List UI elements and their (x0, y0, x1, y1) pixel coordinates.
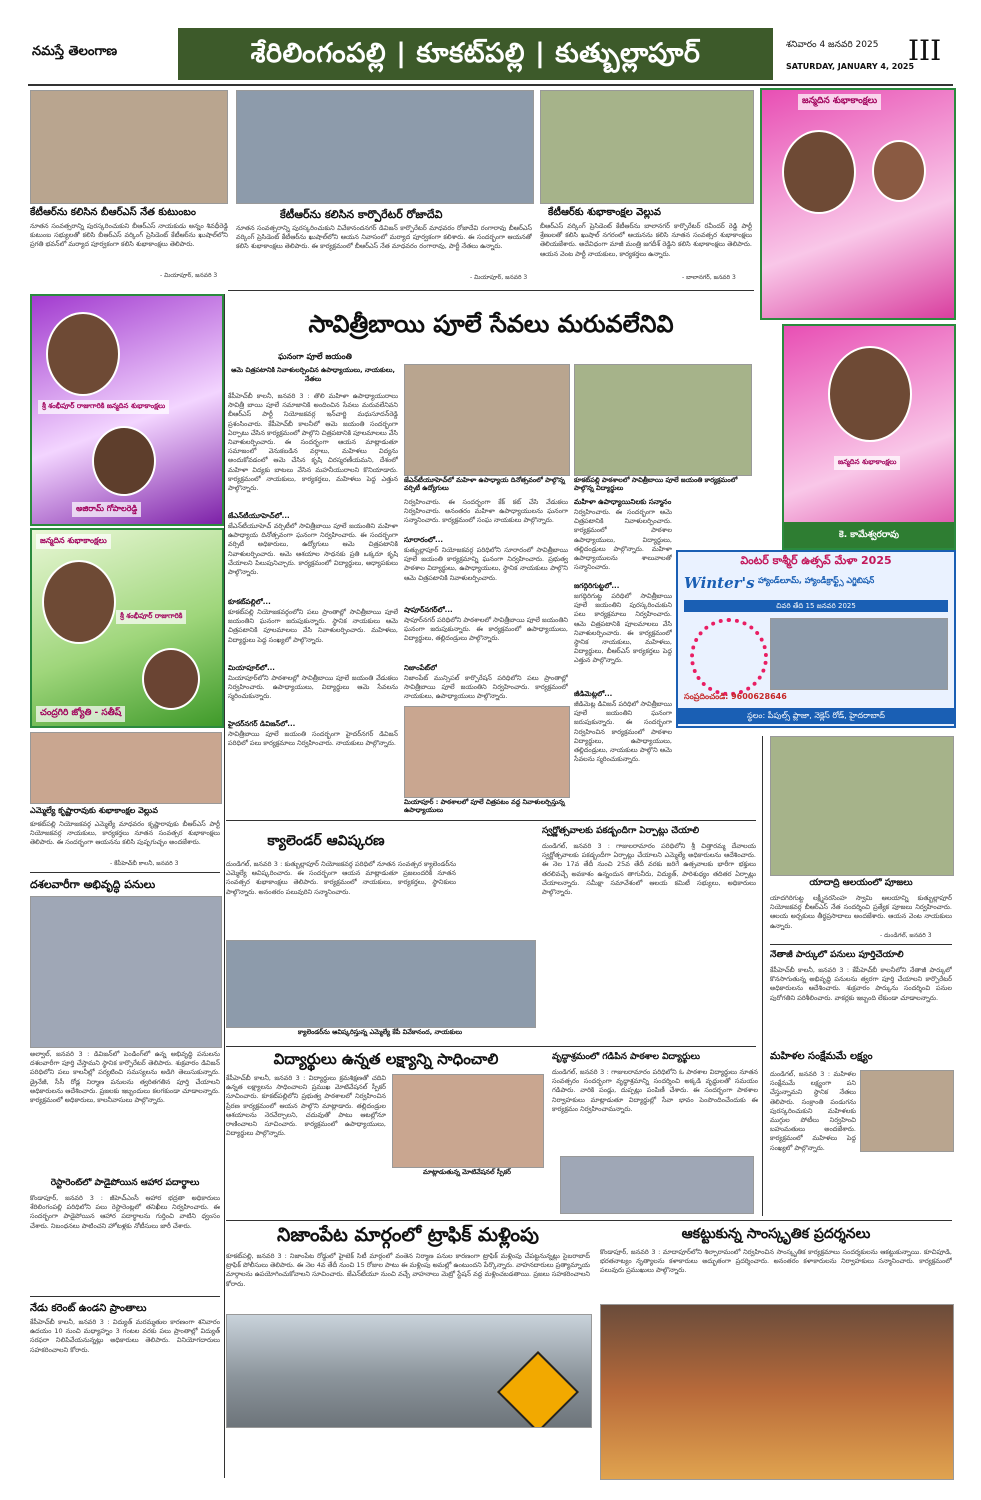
story-yadadri-headline: యాదాద్రి ఆలయంలో పూజలు (809, 878, 913, 888)
main-section-miyapur: మియాపూర్‌లో... (228, 664, 275, 672)
story-mla-body: కూకట్‌పల్లి నియోజకవర్గ ఎమ్మెల్యే మాధవరం కృష్ణారావుకు బీఆర్‌ఎస్ పార్టీ నియోజకవర్గ నాయకులు, కార్యకర్తలు నూతన సంవత్సర శుభాకాంక్షలు తెలిపారు. ఈ సందర్భంగా ఆయనను కలిసి పుష్పగుచ్ఛం అందజేశారు. (30, 820, 220, 847)
photo-ktr-wishes (540, 90, 754, 204)
main-story-body-11: జగద్గిరిగుట్ట పరిధిలో సావిత్రీబాయి పూలే జయంతిని పురస్కరించుకుని పలు కార్యక్రమాలు నిర్వహించారు. ఆమె చిత్రపటానికి పూలమాలలు వేసి నివాళులర్పించారు. ఈ కార్యక్రమంలో స్థానిక నాయకులు, మహిళలు, విద్యార్థులు, బీఆర్‌ఎస్ కార్యకర్తలు పెద్ద ఎత్తున పాల్గొన్నారు. (574, 592, 672, 665)
caption-students: మాట్లాడుతున్న మోటివేషనల్ స్పీకర్ (422, 1168, 512, 1176)
main-section-kukatpally: కూకట్‌పల్లిలో... (228, 598, 271, 606)
story-traffic-body-2 (226, 1430, 590, 1478)
ad2-portrait (46, 312, 120, 396)
ad5-photos (770, 618, 948, 690)
story-dev-headline: దశలవారీగా అభివృద్ధి పనులు (30, 878, 156, 891)
page-number: III (908, 34, 942, 67)
main-story-body-4: మియాపూర్‌లోని పాఠశాలల్లో సావిత్రీబాయి పూలే జయంతి వేడుకలు నిర్వహించారు. ఉపాధ్యాయులు, విద్యార్థులు ఆమె సేవలను స్మరించుకున్నారు. (228, 674, 398, 701)
story-food-body: కొండాపూర్, జనవరి 3 : జీహెచ్‌ఎంసీ ఆహార భద్రతా అధికారులు శేరిలింగంపల్లి పరిధిలోని పలు రెస్టారెంట్లలో తనిఖీలు నిర్వహించారు. ఈ సందర్భంగా పాడైపోయిన ఆహార పదార్థాలను గుర్తించి వాటిని ధ్వంసం చేశారు. నిబంధనలు పాటించని హోటళ్లకు నోటీసులు జారీ చేశారు. (30, 1194, 220, 1230)
story-yadadri-dateline: - దుండిగల్, జనవరి 3 (880, 932, 932, 939)
caption-miyapur: మియాపూర్ : పాఠశాలలో పూలే చిత్రపటం వద్ద నివాళులర్పిస్తున్న ఉపాధ్యాయులు (404, 798, 565, 814)
story-rojadevi-headline: కేటీఆర్‌ను కలిసిన కార్పొరేటర్ రోజాదేవి (280, 208, 443, 221)
ad5-contact: సంప్రదించండి: 9600628646 (684, 692, 787, 701)
birthday-ad-right-1 (782, 324, 956, 550)
photo-mla-wishes (30, 732, 222, 804)
story-mla-dateline: - కేపీహెచ్‌బీ కాలనీ, జనవరి 3 (110, 860, 179, 867)
birthday-ad-top-right (760, 88, 956, 320)
photo-ktr-family (30, 90, 228, 204)
main-story-body-2: జేఎన్‌టీయూహెచ్‌ వర్సిటీలో సావిత్రీబాయి పూలే జయంతిని మహిళా ఉపాధ్యాయ దినోత్సవంగా ఘనంగా నిర్వహించారు. ఈ సందర్భంగా వర్సిటీ అధికారులు, ఉద్యోగులు ఆమె చిత్రపటానికి నివాళులర్పించారు. ఆమె ఆశయాల సాధనకు ప్రతి ఒక్కరూ కృషి చేయాలని పిలుపునిచ్చారు. కార్యక్రమంలో విద్యార్థులు, అధ్యాపకులు పాల్గొన్నారు. (228, 522, 398, 577)
main-section-shapur: షాపూర్‌నగర్‌లో... (404, 606, 453, 614)
ad2-sender: అజిరామ్ గోపాలరెడ్డి (72, 502, 141, 517)
main-story-body-1: కేపీహెచ్‌బీ కాలనీ, జనవరి 3 : తొలి మహిళా ఉపాధ్యాయురాలు సావిత్రీ బాయి పూలే సమాజానికి అందించిన సేవలు మరువలేనివని బీఆర్‌ఎస్ పార్టీ నియోజకవర్గ ఇన్‌చార్జి మధుసూదన్‌రెడ్డి ప్రశంసించారు. కేపీహెచ్‌బీ కాలనీలో ఆమె జయంతి సందర్భంగా ఏర్పాటు చేసిన కార్యక్రమంలో పాల్గొని చిత్రపటానికి పూలమాలలు వేసి నివాళులర్పించారు. ఈ సందర్భంగా ఆయన మాట్లాడుతూ సమాజంలో వెనుకబడిన వర్గాలు, మహిళలు విద్యను అందుకోవడంలో ఆమె చేసిన కృషి చిరస్మరణీయమని, దేశంలో మహిళా విద్యకు బాటలు వేసిన మహనీయురాలని కొనియాడారు. కార్యక్రమంలో నాయకులు, కార్యకర్తలు, మహిళలు పెద్ద ఎత్తున పాల్గొన్నారు. (228, 392, 398, 493)
story-oldage-body: దుండిగల్, జనవరి 3 : గాజులరామారం పరిధిలోని ఓ పాఠశాల విద్యార్థులు నూతన సంవత్సరం సందర్భంగా వృద్ధాశ్రమాన్ని సందర్శించి అక్కడి వృద్ధులతో సమయం గడిపారు. వారికి పండ్లు, దుప్పట్లు పంపిణీ చేశారు. ఈ సందర్భంగా పాఠశాల నిర్వాహకులు మాట్లాడుతూ విద్యార్థుల్లో సేవా భావం పెంపొందించేందుకు ఈ కార్యక్రమం నిర్వహించామన్నారు. (552, 1068, 758, 1113)
caption-jntu: జేఎన్‌టీయూహెచ్‌లో మహిళా ఉపాధ్యాయ దినోత్సవంలో పాల్గొన్న వర్సిటీ ఉద్యోగులు (404, 476, 565, 492)
ad4-portrait (42, 560, 116, 644)
ad1-header: జన్మదిన శుభాకాంక్షలు (798, 94, 881, 110)
ad4-header: జన్మదిన శుభాకాంక్షలు (36, 534, 111, 549)
ad4-name: శ్రీ శంభీపూర్ రాజుగారికి (116, 610, 186, 624)
story-ktr-wishes-dateline: - బాలానగర్, జనవరి 3 (682, 274, 736, 281)
photo-ktr-rojadevi (236, 90, 534, 204)
main-story-body-7: కుత్బుల్లాపూర్ నియోజకవర్గ పరిధిలోని సూరారంలో సావిత్రీబాయి పూలే జయంతి కార్యక్రమాన్ని ఘనంగా నిర్వహించారు. ప్రభుత్వ పాఠశాల విద్యార్థులు, ఉపాధ్యాయులు, స్థానిక నాయకులు పాల్గొని ఆమె చిత్రపటానికి నివాళులర్పించారు. (404, 546, 568, 582)
ad1-portrait (782, 130, 856, 214)
birthday-ad-left-1 (30, 294, 224, 526)
ad4-portrait-2 (142, 648, 200, 710)
ad5-subtitle: హ్యాండ్‌లూమ్, హ్యాండీక్రాఫ్ట్స్ ఎగ్జిబిషన్ (758, 576, 875, 585)
story-ktr-family-dateline: - మియాపూర్, జనవరి 3 (160, 272, 218, 279)
vertical-rule-left (224, 294, 225, 1478)
photo-calendar (226, 940, 536, 1028)
story-calendar-headline: క్యాలెండర్ ఆవిష్కరణ (267, 833, 385, 849)
ad5-dates: చివరి తేది 15 జనవరి 2025 (684, 600, 948, 612)
main-story-body-9: నిజాంపేట్ మున్సిపల్ కార్పొరేషన్ పరిధిలోని పలు ప్రాంతాల్లో సావిత్రీబాయి పూలే జయంతిని నిర్వహించారు. కార్యక్రమంలో నాయకులు, ఉపాధ్యాయులు పాల్గొన్నారు. (404, 674, 568, 701)
story-women-headline: మహిళల సంక్షేమమే లక్ష్యం (770, 1051, 873, 1062)
main-section-nizampet: నిజాంపేట్‌లో (404, 664, 438, 672)
caption-kukatpally: కూకట్‌పల్లి పాఠశాలలో సావిత్రీబాయి పూలే జయంతి కార్యక్రమంలో పాల్గొన్న విద్యార్థులు (574, 476, 738, 492)
ad5-venue: స్థలం: పీపుల్స్ ప్లాజా, నెక్లెస్ రోడ్, హైదరాబాద్ (678, 708, 954, 724)
story-students-headline: విద్యార్థులు ఉన్నత లక్ష్యాన్ని సాధించాలి (273, 1050, 499, 1068)
masthead-rule (28, 84, 953, 86)
story-rojadevi-body: నూతన సంవత్సరాన్ని పురస్కరించుకుని వివేకానందనగర్ డివిజన్ కార్పొరేటర్ మాధవరం రోజాదేవి రంగారావు బీఆర్‌ఎస్ వర్కింగ్ ప్రెసిడెంట్ కేటీఆర్‌ను ఖుషాల్‌లోని ఆయన నివాసంలో మర్యాద పూర్వకంగా కలిశారు. ఈ సందర్భంగా ఆయనతో కలిసి శుభాకాంక్షలు తెలిపారు. ఈ కార్యక్రమంలో బీఆర్‌ఎస్ నేత మాధవరం రంగారావు, పార్టీ నేతలు ఉన్నారు. (236, 224, 532, 251)
story-dev-body: అల్వాల్, జనవరి 3 : డివిజన్‌లో పెండింగ్‌లో ఉన్న అభివృద్ధి పనులను దశలవారీగా పూర్తి చేస్తామని స్థానిక కార్పొరేటర్ తెలిపారు. శుక్రవారం డివిజన్ పరిధిలోని పలు కాలనీల్లో పర్యటించి సమస్యలను అడిగి తెలుసుకున్నారు. డ్రైనేజీ, సీసీ రోడ్ల నిర్మాణ పనులను త్వరితగతిన పూర్తి చేయాలని అధికారులను ఆదేశించారు. ప్రజలకు ఇబ్బందులు కలగకుండా చూడాలన్నారు. కార్యక్రమంలో అధికారులు, కాలనీవాసులు పాల్గొన్నారు. (30, 1050, 220, 1105)
story-traffic-headline: నిజాంపేట మార్గంలో ట్రాఫిక్ మళ్లింపు (277, 1224, 539, 1246)
photo-women (860, 1070, 954, 1152)
main-col3-section-2: జీడిమెట్లలో... (574, 690, 613, 698)
story-rojadevi-dateline: - మియాపూర్, జనవరి 3 (470, 274, 528, 281)
photo-oldage (560, 1156, 754, 1214)
edition-title: శేరిలింగంపల్లి | కూకట్‌పల్లి | కుత్బుల్లాపూర్ (178, 28, 773, 80)
main-bottom-rule (226, 820, 756, 821)
story-women-body: దుండిగల్, జనవరి 3 : మహిళల సంక్షేమమే లక్ష్యంగా పని చేస్తున్నామని స్థానిక నేతలు తెలిపారు. సంక్రాంతి పండుగను పురస్కరించుకుని మహిళలకు ముగ్గుల పోటీలు నిర్వహించి బహుమతులు అందజేశారు. కార్యక్రమంలో మహిళలు పెద్ద సంఖ్యలో పాల్గొన్నారు. (770, 1070, 856, 1152)
ad3-footer-band (784, 522, 954, 548)
ad2-portrait-2 (92, 426, 156, 496)
caption-calendar: క్యాలెండర్‌ను ఆవిష్కరిస్తున్న ఎమ్మెల్యే కేపీ వివేకానంద, నాయకులు (297, 1028, 463, 1036)
row1-rule (228, 290, 754, 291)
main-story-body-3: కూకట్‌పల్లి నియోజకవర్గంలోని పలు ప్రాంతాల్లో సావిత్రీబాయి పూలే జయంతిని ఘనంగా జరుపుకున్నారు. స్థానిక నాయకులు ఆమె చిత్రపటానికి పూలమాలలు వేసి నివాళులర్పించారు. మహిళలు, విద్యార్థులు పెద్ద సంఖ్యలో పాల్గొన్నారు. (228, 608, 398, 644)
story-traffic-body: కూకట్‌పల్లి, జనవరి 3 : నిజాంపేట రోడ్డులో హైటెక్ సిటీ మార్గంలో వంతెన నిర్మాణ పనుల కారణంగా ట్రాఫిక్ మళ్లింపు చేపట్టనున్నట్లు సైబరాబాద్ ట్రాఫిక్ పోలీసులు తెలిపారు. ఈ నెల 4వ తేదీ నుంచి 15 రోజుల పాటు ఈ మళ్లింపు అమల్లో ఉంటుందని పేర్కొన్నారు. వాహనదారులు ప్రత్యామ్నాయ మార్గాలను ఉపయోగించుకోవాలని సూచించారు. జేఎన్‌టీయూ నుంచి వచ్చే వాహనాలు మెట్రో స్టేషన్ వద్ద మళ్లించబడతాయి. ప్రజలు సహకరించాలని కోరారు. (226, 1252, 590, 1288)
ad3-portrait (828, 346, 912, 442)
main-story-body-12: జీడిమెట్ల డివిజన్ పరిధిలో సావిత్రీబాయి పూలే జయంతిని ఘనంగా జరుపుకున్నారు. ఈ సందర్భంగా నిర్వహించిన కార్యక్రమంలో పాఠశాల విద్యార్థులు, ఉపాధ్యాయులు, తల్లిదండ్రులు, నాయకులు పాల్గొని ఆమె సేవలను స్మరించుకున్నారు. (574, 700, 672, 764)
ad3-footer: కె. కామేశ్వరరావు (839, 530, 899, 540)
story-yadadri-body: యాదగిరిగుట్ట లక్ష్మీనరసింహ స్వామి ఆలయాన్ని కుత్బుల్లాపూర్ నియోజకవర్గ బీఆర్‌ఎస్ నేత సందర్శించి ప్రత్యేక పూజలు నిర్వహించారు. ఆలయ అర్చకులు తీర్థప్రసాదాలు అందజేశారు. ఆయన వెంట నాయకులు ఉన్నారు. (770, 894, 952, 930)
story-power-body: కేపీహెచ్‌బీ కాలనీ, జనవరి 3 : విద్యుత్ మరమ్మతుల కారణంగా శనివారం ఉదయం 10 నుంచి మధ్యాహ్నం 3 గంటల వరకు పలు ప్రాంతాల్లో విద్యుత్ సరఫరా నిలిపివేయనున్నట్లు అధికారులు తెలిపారు. వినియోగదారులు సహకరించాలని కోరారు. (30, 1318, 220, 1354)
ad5-title: వింటర్ కాశ్మీర్ ఉత్సవ్ మేళా 2025 (740, 554, 892, 567)
story-park-body: కేపీహెచ్‌బీ కాలనీ, జనవరి 3 : కేపీహెచ్‌బీ కాలనీలోని నేతాజీ పార్కులో కొనసాగుతున్న అభివృద్ధి పనులను త్వరగా పూర్తి చేయాలని కార్పొరేటర్ అధికారులను ఆదేశించారు. శుక్రవారం పార్కును సందర్శించి పనుల పురోగతిని పరిశీలించారు. వాకర్లకు ఇబ్బంది లేకుండా చూడాలన్నారు. (770, 966, 952, 1002)
bottom-section-rule (226, 1220, 952, 1221)
story-oldage-headline: వృద్ధాశ్రమంలో గడిపిన పాఠశాల విద్యార్థులు (552, 1052, 700, 1062)
story-temple-body: దుండిగల్, జనవరి 3 : గాజులరామారం పరిధిలోని శ్రీ చిత్తారమ్మ దేవాలయ స్వర్ణోత్సవాలకు పకడ్బందీగా ఏర్పాట్లు చేయాలని ఎమ్మెల్యే అధికారులను ఆదేశించారు. ఈ నెల 17వ తేదీ నుంచి 25వ తేదీ వరకు జరిగే ఉత్సవాలకు భారీగా భక్తులు తరలివచ్చే అవకాశం ఉన్నందున తాగునీరు, విద్యుత్, పారిశుధ్యం తదితర ఏర్పాట్లు చేయాలన్నారు. సమీక్షా సమావేశంలో ఆలయ కమిటీ సభ్యులు, అధికారులు పాల్గొన్నారు. (542, 842, 756, 897)
story-ktr-wishes-headline: కేటీఆర్‌కు శుభాకాంక్షల వెల్లువ (548, 207, 661, 218)
story-ktr-wishes-body: బీఆర్‌ఎస్ వర్కింగ్ ప్రెసిడెంట్ కేటీఆర్‌ను బాలానగర్ కార్పొరేటర్ రవీందర్ రెడ్డి పార్టీ శ్రేణులతో కలిసి ఖుషాల్ నగరంలో ఆయనను కలిసి నూతన సంవత్సర శుభాకాంక్షలు తెలియజేశారు. అదేవిధంగా మాజీ మంత్రి జగదీశ్ రెడ్డిని కలిసి శుభాకాంక్షలు తెలిపారు. ఆయన వెంట పార్టీ నాయకులు, కార్యకర్తలు ఉన్నారు. (540, 222, 752, 258)
photo-culture (600, 1304, 954, 1480)
vertical-rule-right (762, 736, 763, 1216)
story-culture-body: కొండాపూర్, జనవరి 3 : మాదాపూర్‌లోని శిల్పారామంలో నిర్వహించిన సాంస్కృతిక కార్యక్రమాలు సందర్శకులను ఆకట్టుకున్నాయి. కూచిపూడి, భరతనాట్యం నృత్యాలను కళాకారులు అద్భుతంగా ప్రదర్శించారు. అనంతరం కళాకారులను నిర్వాహకులు సన్మానించారు. కార్యక్రమంలో పలువురు ప్రముఖులు పాల్గొన్నారు. (600, 1248, 952, 1275)
date-english: SATURDAY, JANUARY 4, 2025 (786, 62, 915, 71)
calendar-bottom-rule (226, 1046, 756, 1047)
paper-name: నమస్తే తెలంగాణ (32, 44, 118, 59)
story-ktr-family-body: నూతన సంవత్సరాన్ని పురస్కరించుకుని బీఆర్‌ఎస్ నాయకుడు అన్నం శివధీరెడ్డి కుటుంబ సభ్యులతో కలిసి బీఆర్‌ఎస్ వర్కింగ్ ప్రెసిడెంట్ కేటీఆర్‌ను ఖుషాల్‌లోని ప్రగతి భవన్‌లో మర్యాద పూర్వకంగా కలిసి శుభాకాంక్షలు తెలిపారు. (30, 222, 228, 249)
photo-kukatpally-school (574, 364, 752, 476)
story-food-headline: రెస్టారెంట్‌లో పాడైపోయిన ఆహార పదార్థాలు (50, 1178, 200, 1188)
story-power-headline: నేడు కరెంట్ ఉండని ప్రాంతాలు (30, 1303, 147, 1314)
photo-traffic (226, 1314, 592, 1428)
date-telugu: శనివారం 4 జనవరి 2025 (786, 40, 879, 50)
main-col3-head: మహిళా ఉపాధ్యాయినిలకు సన్మానం (574, 498, 672, 506)
story-calendar-body: దుండిగల్, జనవరి 3 : కుత్బుల్లాపూర్ నియోజకవర్గ పరిధిలో నూతన సంవత్సర క్యాలెండర్‌ను ఎమ్మెల్యే ఆవిష్కరించారు. ఈ సందర్భంగా ఆయన మాట్లాడుతూ ప్రజలందరికీ నూతన సంవత్సర శుభాకాంక్షలు తెలిపారు. కార్యక్రమంలో నాయకులు, కార్యకర్తలు, స్థానికులు పాల్గొన్నారు. అనంతరం పలువురిని సన్మానించారు. (226, 860, 456, 896)
main-section-hyderabad: హైదర్‌నగర్ డివిజన్‌లో... (228, 720, 296, 728)
calendar-headline-box (226, 826, 426, 856)
birthday-ad-left-2 (30, 528, 224, 728)
ad3-header: జన్మదిన శుభాకాంక్షలు (834, 456, 900, 470)
traffic-sign-icon (497, 1351, 579, 1428)
ad2-name: శ్రీ శంభీపూర్ రాజుగారికి జన్మదిన శుభాకాంక్షలు (38, 400, 169, 414)
main-story-body-8: షాపూర్‌నగర్ పరిధిలోని పాఠశాలలో సావిత్రీబాయి పూలే జయంతిని ఘనంగా జరుపుకున్నారు. ఈ కార్యక్రమంలో ఉపాధ్యాయులు, విద్యార్థులు, తల్లిదండ్రులు పాల్గొన్నారు. (404, 616, 568, 643)
story-students-body-2 (392, 1182, 542, 1208)
main-story-subhead-2: ఆమె చిత్రపటానికి నివాళులర్పించిన ఉపాధ్యాయులు, నాయకులు, నేతలు (231, 366, 395, 383)
ad5-logo: Winter's (684, 574, 755, 592)
story-temple-headline: స్వర్ణోత్సవాలకు పకడ్బందీగా ఏర్పాట్లు చేయాలి (542, 826, 700, 836)
story-culture-headline: ఆకట్టుకున్న సాంస్కృతిక ప్రదర్శనలు (681, 1226, 871, 1242)
main-section-jntu: జేఎన్‌టీయూహెచ్‌లో... (228, 512, 290, 520)
main-section-sura: సూరారంలో... (404, 536, 444, 544)
winter-kashmir-ad (676, 550, 956, 728)
main-story-body-6: నిర్వహించారు. ఈ సందర్భంగా కేక్ కట్ చేసి వేడుకలు నిర్వహించారు. అనంతరం మహిళా ఉపాధ్యాయులను ఘనంగా సన్మానించారు. కార్యక్రమంలో సంఘ నాయకులు పాల్గొన్నారు. (404, 498, 568, 525)
photo-yadadri (770, 736, 954, 876)
right-rule-1 (770, 944, 952, 945)
main-col3-section-1: జగద్గిరిగుట్టలో... (574, 582, 620, 590)
photo-jntu-event (404, 364, 570, 476)
ad5-ferris-wheel (690, 618, 768, 696)
main-story-subhead-1: ఘనంగా పూలే జయంతి (278, 352, 352, 361)
left-rule-1 (30, 872, 220, 873)
ad1-portrait-2 (872, 140, 926, 202)
photo-dev-works (30, 896, 222, 1048)
main-story-body-5: సావిత్రీబాయి పూలే జయంతి సందర్భంగా హైదర్‌నగర్ డివిజన్ పరిధిలో పలు కార్యక్రమాలు నిర్వహించారు. నాయకులు పాల్గొన్నారు. (228, 730, 398, 748)
ad4-sender: చంద్రగిరి జ్యోతి - సతీష్ (36, 706, 125, 722)
left-rule-2 (30, 1296, 220, 1297)
main-story-headline: సావిత్రీబాయి పూలే సేవలు మరువలేనివి (308, 310, 674, 338)
story-park-headline: నేతాజీ పార్కులో పనులు పూర్తిచేయాలి (770, 950, 904, 960)
story-students-body-1: కేపీహెచ్‌బీ కాలనీ, జనవరి 3 : విద్యార్థులు క్రమశిక్షణతో చదివి ఉన్నత లక్ష్యాలను సాధించాలని ప్రముఖ మోటివేషనల్ స్పీకర్ సూచించారు. కూకట్‌పల్లిలోని ప్రభుత్వ పాఠశాలలో నిర్వహించిన ప్రేరణ కార్యక్రమంలో ఆయన పాల్గొని మాట్లాడారు. తల్లిదండ్రుల ఆశయాలను నెరవేర్చాలని, చదువుతో పాటు ఆటల్లోనూ రాణించాలని సూచించారు. కార్యక్రమంలో ఉపాధ్యాయులు, విద్యార్థులు పాల్గొన్నారు. (226, 1074, 386, 1138)
photo-students (392, 1074, 544, 1168)
story-mla-headline: ఎమ్మెల్యే కృష్ణారావుకు శుభాకాంక్షల వెల్లువ (30, 806, 158, 815)
story-ktr-family-headline: కేటీఆర్‌ను కలిసిన బీఆర్‌ఎస్ నేత కుటుంబం (30, 207, 196, 218)
main-story-body-10: నిర్వహించారు. ఈ సందర్భంగా ఆమె చిత్రపటానికి నివాళులర్పించారు. కార్యక్రమంలో పాఠశాల ఉపాధ్యాయులు, విద్యార్థులు, తల్లిదండ్రులు పాల్గొన్నారు. మహిళా ఉపాధ్యాయులను శాలువాలతో సన్మానించారు. (574, 508, 672, 572)
masthead (28, 28, 953, 82)
photo-miyapur-school (404, 706, 570, 798)
